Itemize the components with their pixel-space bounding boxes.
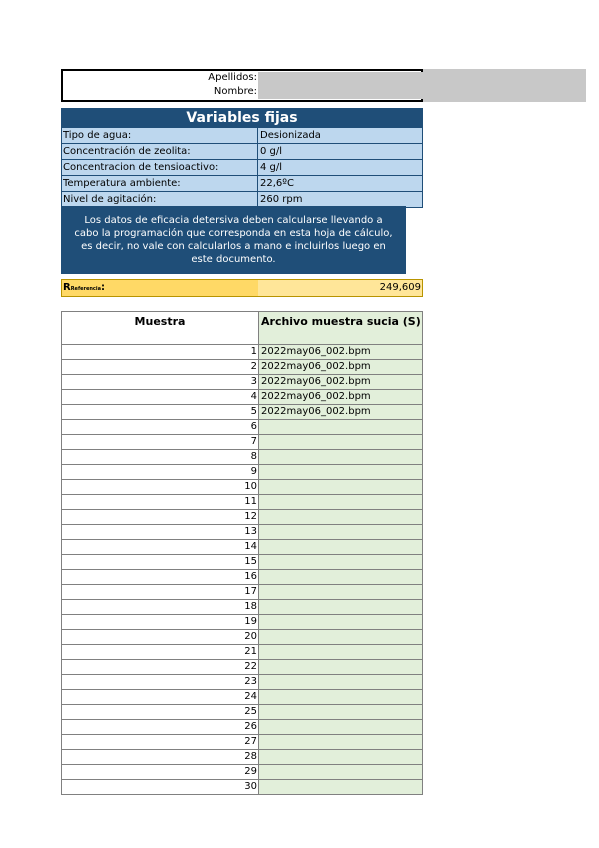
sample-number-cell: 11 [62,495,259,510]
samples-table [61,311,423,795]
sample-file-cell[interactable] [259,570,423,585]
sample-number-cell: 12 [62,510,259,525]
variable-label: Tipo de agua: [62,128,258,143]
column-header-muestra: Muestra [62,312,259,345]
sample-number-cell: 9 [62,465,259,480]
sample-file-cell[interactable] [259,420,423,435]
sample-file-cell[interactable] [259,660,423,675]
name-input-cells[interactable] [258,72,423,99]
variables-fijas-title: Variables fijas [62,109,422,127]
sample-file-cell[interactable] [259,525,423,540]
referencia-row [61,279,423,297]
referencia-value[interactable]: 249,609 [258,280,422,296]
table-row [62,555,423,570]
sample-file-cell[interactable]: 2022may06_002.bpm [259,375,423,390]
sample-file-cell[interactable] [259,600,423,615]
table-row [62,420,423,435]
sample-number-cell: 6 [62,420,259,435]
table-row [62,630,423,645]
sample-number-cell: 10 [62,480,259,495]
variable-value[interactable]: 22,6ºC [260,178,294,189]
sample-number-cell: 25 [62,705,259,720]
variable-row [62,143,422,159]
sample-number-cell: 15 [62,555,259,570]
sample-file-cell[interactable] [259,735,423,750]
table-row [62,600,423,615]
sample-file-cell[interactable] [259,675,423,690]
table-row [62,375,423,390]
nombre-label: Nombre: [213,86,257,97]
sample-file-cell[interactable] [259,615,423,630]
table-row [62,450,423,465]
table-row [62,465,423,480]
sample-number-cell: 17 [62,585,259,600]
table-row [62,675,423,690]
table-row [62,405,423,420]
table-row [62,345,423,360]
sample-file-cell[interactable] [259,630,423,645]
variables-fijas-panel [61,108,423,208]
sample-number-cell: 22 [62,660,259,675]
sample-number-cell: 13 [62,525,259,540]
table-row [62,360,423,375]
sample-number-cell: 29 [62,765,259,780]
sample-file-cell[interactable]: 2022may06_002.bpm [259,405,423,420]
table-row [62,765,423,780]
sample-file-cell[interactable]: 2022may06_002.bpm [259,390,423,405]
name-input-area[interactable] [423,69,586,102]
table-row [62,510,423,525]
sample-number-cell: 20 [62,630,259,645]
sample-number-cell: 27 [62,735,259,750]
table-row [62,705,423,720]
table-row [62,780,423,795]
sample-file-cell[interactable] [259,435,423,450]
table-row [62,540,423,555]
variable-value[interactable]: 4 g/l [260,162,283,173]
sample-file-cell[interactable] [259,720,423,735]
table-row [62,750,423,765]
sample-number-cell: 1 [62,345,259,360]
instructions-notice: Los datos de eficacia detersiva deben calcularse llevando a cabo la programación que corresponda en esta hoja de cálculo, es decir, no vale con calcularlos a mano e incluirlos luego en este documento. [61,206,406,274]
sample-number-cell: 30 [62,780,259,795]
sample-number-cell: 7 [62,435,259,450]
sample-file-cell[interactable] [259,495,423,510]
table-row [62,735,423,750]
table-row [62,480,423,495]
table-row [62,570,423,585]
sample-number-cell: 3 [62,375,259,390]
sample-number-cell: 23 [62,675,259,690]
sample-number-cell: 26 [62,720,259,735]
sample-file-cell[interactable] [259,555,423,570]
sample-number-cell: 21 [62,645,259,660]
sample-file-cell[interactable] [259,645,423,660]
variable-row [62,191,422,207]
variable-value[interactable]: Desionizada [260,130,321,141]
sample-file-cell[interactable] [259,510,423,525]
sample-number-cell: 8 [62,450,259,465]
variable-value[interactable]: 260 rpm [260,194,303,205]
sample-file-cell[interactable] [259,705,423,720]
variable-row [62,127,422,143]
table-row [62,390,423,405]
column-header-archivo: Archivo muestra sucia (S) [259,312,423,345]
sample-number-cell: 4 [62,390,259,405]
table-row [62,690,423,705]
sample-file-cell[interactable] [259,480,423,495]
variable-label: Nivel de agitación: [62,192,258,207]
table-row [62,615,423,630]
sample-file-cell[interactable] [259,465,423,480]
sample-file-cell[interactable]: 2022may06_002.bpm [259,345,423,360]
sample-file-cell[interactable] [259,690,423,705]
sample-file-cell[interactable] [259,540,423,555]
table-row [62,645,423,660]
sample-number-cell: 28 [62,750,259,765]
sample-file-cell[interactable] [259,450,423,465]
sample-file-cell[interactable] [259,750,423,765]
variable-label: Temperatura ambiente: [62,176,258,191]
table-row [62,660,423,675]
variable-value[interactable]: 0 g/l [260,146,283,157]
table-row [62,525,423,540]
sample-file-cell[interactable] [259,780,423,795]
sample-number-cell: 18 [62,600,259,615]
table-row [62,435,423,450]
table-row [62,720,423,735]
sample-file-cell[interactable] [259,765,423,780]
variable-row [62,159,422,175]
referencia-label: RReferencia: [62,280,258,296]
sample-file-cell[interactable]: 2022may06_002.bpm [259,360,423,375]
variable-row [62,175,422,191]
sample-number-cell: 24 [62,690,259,705]
sample-number-cell: 14 [62,540,259,555]
table-row [62,495,423,510]
sample-number-cell: 19 [62,615,259,630]
variable-label: Concentración de zeolita: [62,144,258,159]
sample-file-cell[interactable] [259,585,423,600]
sample-number-cell: 5 [62,405,259,420]
apellidos-label: Apellidos: [208,72,257,83]
sample-number-cell: 2 [62,360,259,375]
variable-label: Concentracion de tensioactivo: [62,160,258,175]
table-row [62,585,423,600]
sample-number-cell: 16 [62,570,259,585]
